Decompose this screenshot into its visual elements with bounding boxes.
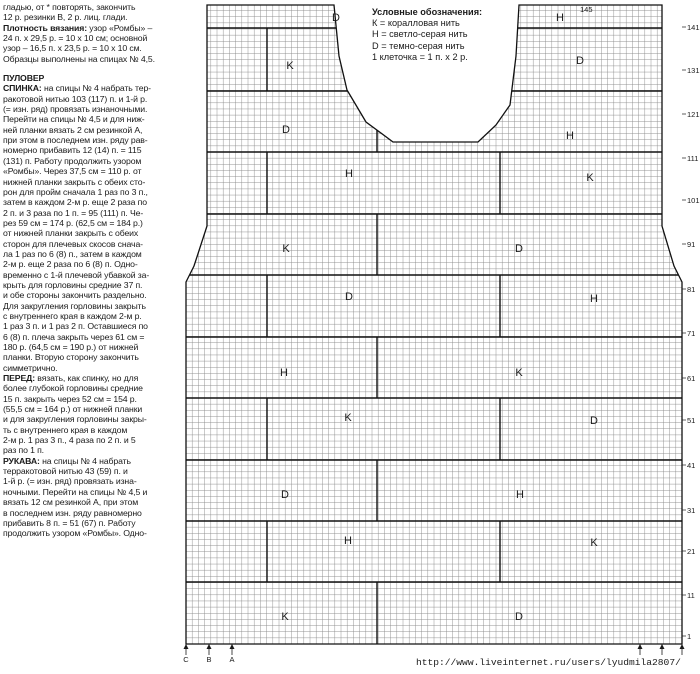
region-label-d: D — [515, 243, 523, 255]
sleeves-line: ночными. Перейти на спицы № 4,5 и — [3, 486, 148, 497]
back-line: ракотовой нитью 103 (117) п. и 1-й р. — [3, 93, 148, 104]
back-line: 2 п. и 3 раза по 1 п. = 95 (111) п. Че- — [3, 207, 144, 218]
front-label: ПЕРЕД: — [3, 373, 35, 384]
legend-item-dark-grey: D = темно-серая нить — [372, 40, 465, 51]
back-line: номерно прибавить 12 (14) п. = 115 — [3, 145, 142, 156]
size-marker-arrow — [184, 644, 189, 649]
row-number: 1 — [687, 632, 692, 641]
back-line: при этом в последнем изн. ряду рав- — [3, 135, 148, 146]
density-line: узор – 16,5 п. х 23,5 р. = 10 х 10 см. — [3, 43, 142, 54]
back-line: 180 р. (64,5 см = 190 р.) от нижней — [3, 342, 139, 352]
chart-grid — [186, 5, 682, 644]
back-line: сторон для плечевых скосов снача- — [3, 238, 143, 249]
back-line: ней планки вязать 2 см резинкой А, — [3, 124, 143, 135]
pullover-title: ПУЛОВЕР — [3, 73, 45, 84]
region-label-d: D — [282, 124, 290, 136]
legend-item-light-grey: Н = светло-серая нить — [372, 29, 468, 40]
chart-region-labels — [280, 12, 598, 623]
region-label-k: K — [344, 412, 352, 424]
region-label-d: D — [281, 489, 289, 501]
region-label-h: H — [590, 293, 598, 305]
region-label-k: K — [590, 537, 598, 549]
row-number: 21 — [687, 547, 696, 556]
region-label-h: H — [516, 489, 524, 501]
intro-line: гладью, от * повторять, закончить — [3, 2, 136, 12]
row-number: 41 — [687, 461, 696, 470]
row-number: 31 — [687, 506, 696, 515]
row-number: 61 — [687, 374, 696, 383]
row-number: 11 — [687, 591, 695, 600]
back-line: симметрично. — [3, 362, 58, 373]
back-line: Перейти на спицы № 4,5 и для ниж- — [3, 114, 145, 125]
region-label-d: D — [345, 291, 353, 303]
back-line: рон для пройм сначала 1 раз по 3 п., — [3, 186, 148, 197]
row-number: 131 — [687, 66, 700, 75]
sleeves-line: продолжить узором «Ромбы». Одно- — [3, 528, 147, 539]
size-marker-arrow — [207, 644, 212, 649]
density-label: Плотность вязания: — [3, 22, 87, 33]
front-line: ть с внутреннего края в каждом — [3, 424, 128, 435]
row-number: 145 — [580, 5, 593, 14]
region-label-k: K — [281, 611, 289, 623]
legend — [372, 7, 512, 63]
region-label-d: D — [515, 611, 523, 623]
density-line: Образцы выполнены на спицах № 4,5. — [3, 53, 155, 64]
front-line: более глубокой горловины средние — [3, 383, 143, 394]
back-line: ла 1 раз по 6 (8) п., затем в каждом — [3, 248, 142, 259]
back-line: затем в каждом 2-м р. еще 2 раза по — [3, 197, 147, 208]
sleeves-line: прибавить 8 п. = 51 (67) п. Работу — [3, 517, 136, 528]
back-line: (131) п. Работу продолжить узором — [3, 155, 142, 166]
region-label-h: H — [556, 12, 564, 24]
back-line: временно с 1-й плечевой убавкой за- — [3, 269, 150, 280]
back-line: 6 (8) п. плеча закрыть через 61 см = — [3, 331, 145, 342]
back-line: с внутреннего края в каждом 2-м р. — [3, 310, 142, 321]
region-label-k: K — [586, 172, 594, 184]
intro-line: 12 р. резинки В, 2 р. лиц. глади. — [3, 12, 128, 23]
back-line: 1 раз 3 п. и 1 раз 2 п. Оставшиеся по — [3, 321, 148, 332]
back-line: крыть для горловины средние 37 п. — [3, 279, 143, 290]
region-label-h: H — [344, 535, 352, 547]
legend-title: Условные обозначения: — [372, 7, 483, 17]
region-label-d: D — [576, 55, 584, 67]
density-line: 24 п. х 29,5 р. = 10 х 10 см; основной — [3, 33, 148, 44]
back-line: от нижней планки закрыть с обеих — [3, 228, 139, 239]
density-line: узор «Ромбы» – — [87, 22, 153, 33]
row-number: 91 — [687, 240, 696, 249]
back-line: нижней планки закрыть с обеих сто- — [3, 176, 146, 187]
sleeves-line: 1-й р. (= изн. ряд) провязать изна- — [3, 476, 137, 487]
back-line: 2-м р. еще 2 раза по 6 (8) п. Одно- — [3, 259, 138, 270]
row-number: 111 — [687, 154, 699, 163]
back-line: планки. Вторую сторону закончить — [3, 352, 139, 363]
front-line: раз по 1 п. — [3, 445, 44, 456]
row-number: 71 — [687, 329, 696, 338]
region-label-h: H — [566, 130, 574, 142]
back-line: и обе стороны закончить раздельно. — [3, 290, 147, 301]
front-line: 15 п. закрыть через 52 см = 154 р. — [3, 393, 137, 404]
front-line: вязать, как спинку, но для — [35, 373, 139, 384]
size-marker-arrow — [660, 644, 665, 649]
sleeves-line: вязать 12 см резинкой А, при этом — [3, 497, 139, 508]
region-label-d: D — [332, 12, 340, 24]
region-label-k: K — [282, 243, 290, 255]
front-line: и для закругления горловины закры- — [3, 414, 147, 425]
back-line: рез 59 см = 174 р. (62,5 см = 184 р.) — [3, 217, 143, 228]
sleeves-line: на спицы № 4 набрать — [39, 455, 131, 466]
back-line: на спицы № 4 набрать тер- — [41, 83, 151, 94]
region-label-k: K — [515, 367, 523, 379]
front-line: 2-м р. 1 раз 3 п., 4 раза по 2 п. и 5 — [3, 435, 136, 446]
front-line: (55,5 см = 164 р.) от нижней планки — [3, 404, 143, 415]
legend-item-coral: К = коралловая нить — [372, 18, 460, 29]
sleeves-line: терракотовой нитью 43 (59) п. и — [3, 466, 128, 477]
sleeves-label: РУКАВА: — [3, 455, 40, 466]
row-number: 121 — [687, 110, 700, 119]
legend-item-cell: 1 клеточка = 1 п. х 2 р. — [372, 51, 468, 62]
size-marker-a: A — [229, 655, 235, 664]
size-marker-c: C — [183, 655, 189, 664]
back-line: (= изн. ряд) провязать изнаночными. — [3, 104, 148, 115]
region-label-k: K — [286, 60, 294, 72]
region-label-h: H — [345, 168, 353, 180]
row-number: 81 — [687, 285, 696, 294]
row-number: 51 — [687, 416, 696, 425]
size-marker-arrow — [230, 644, 235, 649]
row-number: 101 — [687, 196, 700, 205]
size-marker-b: B — [206, 655, 212, 664]
region-label-h: H — [280, 367, 288, 379]
back-label: СПИНКА: — [3, 83, 42, 94]
size-marker-arrow — [680, 644, 685, 649]
region-label-d: D — [590, 415, 598, 427]
back-line: «Ромбы». Через 37,5 см = 110 р. от — [3, 166, 142, 177]
sleeves-line: в последнем изн. ряду равномерно — [3, 507, 142, 518]
source-url: http://www.liveinternet.ru/users/lyudmila2807/ — [416, 657, 681, 668]
back-line: Для закругления горловины закрыть — [3, 300, 146, 311]
size-marker-arrow — [638, 644, 643, 649]
row-number: 141 — [687, 23, 700, 32]
